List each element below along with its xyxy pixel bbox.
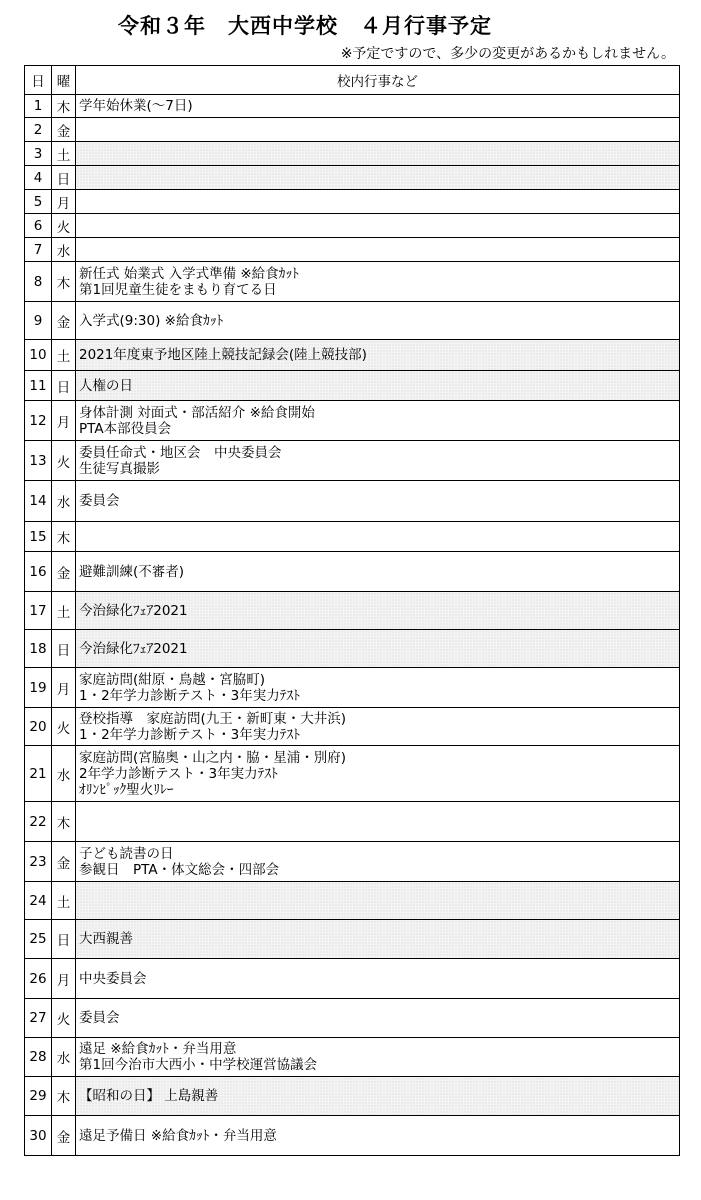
header-weekday: 曜: [52, 66, 76, 95]
weekday-cell: 金: [52, 1116, 76, 1156]
day-cell: 22: [25, 802, 52, 842]
day-cell: 24: [25, 882, 52, 920]
events-cell: 中央委員会: [76, 959, 680, 999]
table-row: [25, 882, 680, 920]
day-cell: 23: [25, 842, 52, 882]
day-cell: 13: [25, 441, 52, 481]
events-cell: [76, 142, 680, 166]
day-cell: 29: [25, 1077, 52, 1116]
events-cell: [76, 522, 680, 552]
table-row: [25, 668, 680, 708]
weekday-cell: 金: [52, 842, 76, 882]
day-cell: 9: [25, 302, 52, 340]
day-cell: 26: [25, 959, 52, 999]
events-cell: [76, 118, 680, 142]
day-cell: 18: [25, 630, 52, 668]
weekday-cell: 木: [52, 802, 76, 842]
header-day: 日: [25, 66, 52, 95]
events-cell: [76, 238, 680, 262]
table-row: [25, 1116, 680, 1156]
weekday-cell: 木: [52, 262, 76, 302]
table-row: [25, 238, 680, 262]
day-cell: 7: [25, 238, 52, 262]
weekday-cell: 日: [52, 630, 76, 668]
day-cell: 12: [25, 401, 52, 441]
table-row: [25, 959, 680, 999]
weekday-cell: 土: [52, 340, 76, 371]
events-cell: 大西親善: [76, 920, 680, 959]
weekday-cell: 木: [52, 522, 76, 552]
day-cell: 30: [25, 1116, 52, 1156]
day-cell: 21: [25, 746, 52, 802]
table-row: [25, 592, 680, 630]
weekday-cell: 火: [52, 708, 76, 746]
weekday-cell: 日: [52, 166, 76, 190]
schedule-table: [24, 65, 680, 1156]
events-cell: 委員任命式・地区会 中央委員会 生徒写真撮影: [76, 441, 680, 481]
weekday-cell: 金: [52, 552, 76, 592]
day-cell: 2: [25, 118, 52, 142]
day-cell: 10: [25, 340, 52, 371]
events-cell: 委員会: [76, 481, 680, 522]
events-cell: 人権の日: [76, 371, 680, 401]
day-cell: 1: [25, 95, 52, 118]
events-cell: 避難訓練(不審者): [76, 552, 680, 592]
day-cell: 6: [25, 214, 52, 238]
table-row: [25, 371, 680, 401]
weekday-cell: 金: [52, 302, 76, 340]
events-cell: [76, 166, 680, 190]
day-cell: 15: [25, 522, 52, 552]
weekday-cell: 水: [52, 238, 76, 262]
events-cell: 子ども読書の日 参観日 PTA・体文総会・四部会: [76, 842, 680, 882]
table-row: [25, 441, 680, 481]
day-cell: 11: [25, 371, 52, 401]
table-row: [25, 552, 680, 592]
weekday-cell: 水: [52, 746, 76, 802]
schedule-note: ※予定ですので、多少の変更があるかもしれません。: [340, 46, 675, 62]
events-cell: 委員会: [76, 999, 680, 1038]
events-cell: 入学式(9:30) ※給食ｶｯﾄ: [76, 302, 680, 340]
table-row: [25, 522, 680, 552]
weekday-cell: 日: [52, 371, 76, 401]
events-cell: 家庭訪問(紺原・鳥越・宮脇町) 1・2年学力診断テスト・3年実力ﾃｽﾄ: [76, 668, 680, 708]
weekday-cell: 月: [52, 190, 76, 214]
table-row: [25, 118, 680, 142]
day-cell: 14: [25, 481, 52, 522]
events-cell: [76, 190, 680, 214]
events-cell: 家庭訪問(宮脇奥・山之内・脇・星浦・別府) 2年学力診断テスト・3年実力ﾃｽﾄ ｵﾘﾝﾋﾟｯｸ聖火ﾘﾚｰ: [76, 746, 680, 802]
table-row: [25, 214, 680, 238]
table-row: [25, 302, 680, 340]
events-cell: 2021年度東予地区陸上競技記録会(陸上競技部): [76, 340, 680, 371]
day-cell: 16: [25, 552, 52, 592]
weekday-cell: 火: [52, 999, 76, 1038]
weekday-cell: 木: [52, 95, 76, 118]
day-cell: 3: [25, 142, 52, 166]
table-row: [25, 340, 680, 371]
table-row: [25, 481, 680, 522]
table-row: [25, 920, 680, 959]
table-row: [25, 95, 680, 118]
events-cell: 身体計測 対面式・部活紹介 ※給食開始 PTA本部役員会: [76, 401, 680, 441]
header-events: 校内行事など: [76, 66, 680, 95]
weekday-cell: 月: [52, 959, 76, 999]
day-cell: 19: [25, 668, 52, 708]
page-title: 令和３年 大西中学校 ４月行事予定: [118, 14, 492, 38]
weekday-cell: 土: [52, 142, 76, 166]
table-header-row: [25, 66, 680, 95]
table-row: [25, 1077, 680, 1116]
events-cell: 新任式 始業式 入学式準備 ※給食ｶｯﾄ 第1回児童生徒をまもり育てる日: [76, 262, 680, 302]
table-row: [25, 746, 680, 802]
weekday-cell: 火: [52, 441, 76, 481]
table-row: [25, 708, 680, 746]
weekday-cell: 金: [52, 118, 76, 142]
weekday-cell: 月: [52, 668, 76, 708]
table-row: [25, 999, 680, 1038]
table-row: [25, 401, 680, 441]
weekday-cell: 水: [52, 481, 76, 522]
events-cell: 【昭和の日】 上島親善: [76, 1077, 680, 1116]
events-cell: [76, 214, 680, 238]
events-cell: 登校指導 家庭訪問(九王・新町東・大井浜) 1・2年学力診断テスト・3年実力ﾃｽﾄ: [76, 708, 680, 746]
weekday-cell: 水: [52, 1038, 76, 1077]
events-cell: [76, 882, 680, 920]
table-row: [25, 1038, 680, 1077]
day-cell: 17: [25, 592, 52, 630]
table-row: [25, 842, 680, 882]
events-cell: 遠足 ※給食ｶｯﾄ・弁当用意 第1回今治市大西小・中学校運営協議会: [76, 1038, 680, 1077]
events-cell: 遠足予備日 ※給食ｶｯﾄ・弁当用意: [76, 1116, 680, 1156]
weekday-cell: 火: [52, 214, 76, 238]
weekday-cell: 土: [52, 882, 76, 920]
weekday-cell: 土: [52, 592, 76, 630]
events-cell: 今治緑化ﾌｪｱ2021: [76, 630, 680, 668]
day-cell: 8: [25, 262, 52, 302]
day-cell: 5: [25, 190, 52, 214]
weekday-cell: 日: [52, 920, 76, 959]
table-row: [25, 142, 680, 166]
events-cell: [76, 802, 680, 842]
table-row: [25, 190, 680, 214]
table-row: [25, 802, 680, 842]
table-row: [25, 166, 680, 190]
events-cell: 学年始休業(～7日): [76, 95, 680, 118]
table-row: [25, 630, 680, 668]
events-cell: 今治緑化ﾌｪｱ2021: [76, 592, 680, 630]
day-cell: 20: [25, 708, 52, 746]
weekday-cell: 月: [52, 401, 76, 441]
day-cell: 25: [25, 920, 52, 959]
day-cell: 4: [25, 166, 52, 190]
table-row: [25, 262, 680, 302]
day-cell: 28: [25, 1038, 52, 1077]
day-cell: 27: [25, 999, 52, 1038]
weekday-cell: 木: [52, 1077, 76, 1116]
